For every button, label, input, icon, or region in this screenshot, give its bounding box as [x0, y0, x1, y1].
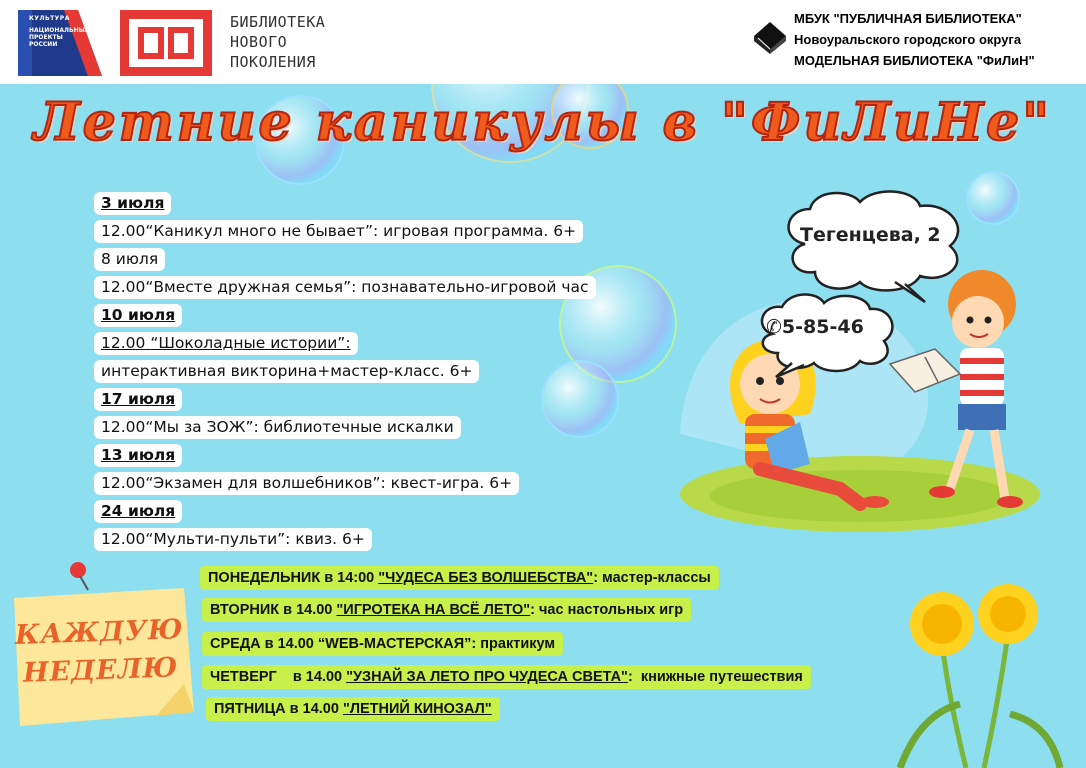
bng-line: НОВОГО — [230, 33, 288, 51]
schedule-event: 12.00“Мульти-пульти”: квиз. 6+ — [94, 528, 372, 551]
poster-title: Летние каникулы в "ФиЛиНе" — [33, 92, 1053, 153]
np-logo-line2: НАЦИОНАЛЬНЫЕ ПРОЕКТЫ РОССИИ — [29, 27, 89, 48]
schedule-date: 17 июля — [94, 388, 182, 411]
bng-line: ПОКОЛЕНИЯ — [230, 53, 316, 71]
phone-number: 5-85-46 — [781, 316, 864, 338]
open-book-logo-icon — [120, 10, 212, 76]
phone-icon: ✆ — [766, 316, 782, 338]
weekly-item-monday: ПОНЕДЕЛЬНИК в 14:00 "ЧУДЕСА БЕЗ ВОЛШЕБСТВА": мастер-классы — [200, 566, 719, 590]
july-schedule — [94, 192, 596, 556]
org-line: МБУК "ПУБЛИЧНАЯ БИБЛИОТЕКА" — [794, 11, 1022, 26]
org-line: МОДЕЛЬНАЯ БИБЛИОТЕКА "ФиЛиН" — [794, 53, 1035, 68]
address-label: Тегенцева, 2 — [800, 224, 941, 246]
phone-label — [766, 316, 864, 338]
schedule-event-detail: интерактивная викторина+мастер-класс. 6+ — [94, 360, 479, 383]
black-book-icon — [752, 18, 788, 58]
schedule-event: 12.00“Каникул много не бывает”: игровая программа. 6+ — [94, 220, 583, 243]
bng-line: БИБЛИОТЕКА — [230, 13, 326, 31]
dandelions-illustration — [880, 584, 1086, 768]
schedule-event: 12.00“Мы за ЗОЖ”: библиотечные искалки — [94, 416, 461, 439]
push-pin-icon — [66, 560, 96, 594]
np-logo-line1: КУЛЬТУРА — [29, 15, 70, 22]
poster-main — [0, 84, 1086, 768]
schedule-date: 3 июля — [94, 192, 171, 215]
weekly-item-thursday: ЧЕТВЕРГ в 14.00 "УЗНАЙ ЗА ЛЕТО ПРО ЧУДЕСА СВЕТА": книжные путешествия — [202, 665, 811, 689]
library-new-generation-text — [230, 12, 325, 72]
weekly-item-wednesday: СРЕДА в 14.00 “WEB-МАСТЕРСКАЯ”: практикум — [202, 632, 563, 656]
schedule-date: 13 июля — [94, 444, 182, 467]
weekly-item-friday: ПЯТНИЦА в 14.00 "ЛЕТНИЙ КИНОЗАЛ" — [206, 697, 500, 721]
schedule-date: 24 июля — [94, 500, 182, 523]
schedule-event: 12.00 “Шоколадные истории”: — [94, 332, 358, 355]
schedule-event: 12.00“Вместе дружная семья”: познавательно-игровой час — [94, 276, 596, 299]
sticky-line: НЕДЕЛЮ — [22, 652, 179, 689]
sticky-line: КАЖДУЮ — [14, 614, 185, 651]
schedule-date: 10 июля — [94, 304, 182, 327]
organization-name — [794, 8, 1035, 71]
schedule-event: 12.00“Экзамен для волшебников”: квест-игра. 6+ — [94, 472, 519, 495]
header — [0, 0, 1086, 84]
weekly-item-tuesday: ВТОРНИК в 14.00 "ИГРОТЕКА НА ВСЁ ЛЕТО": час настольных игр — [202, 598, 691, 622]
org-line: Новоуральского городского округа — [794, 32, 1022, 47]
schedule-date: 8 июля — [94, 248, 165, 271]
national-projects-logo — [18, 10, 102, 76]
every-week-label — [0, 611, 201, 694]
